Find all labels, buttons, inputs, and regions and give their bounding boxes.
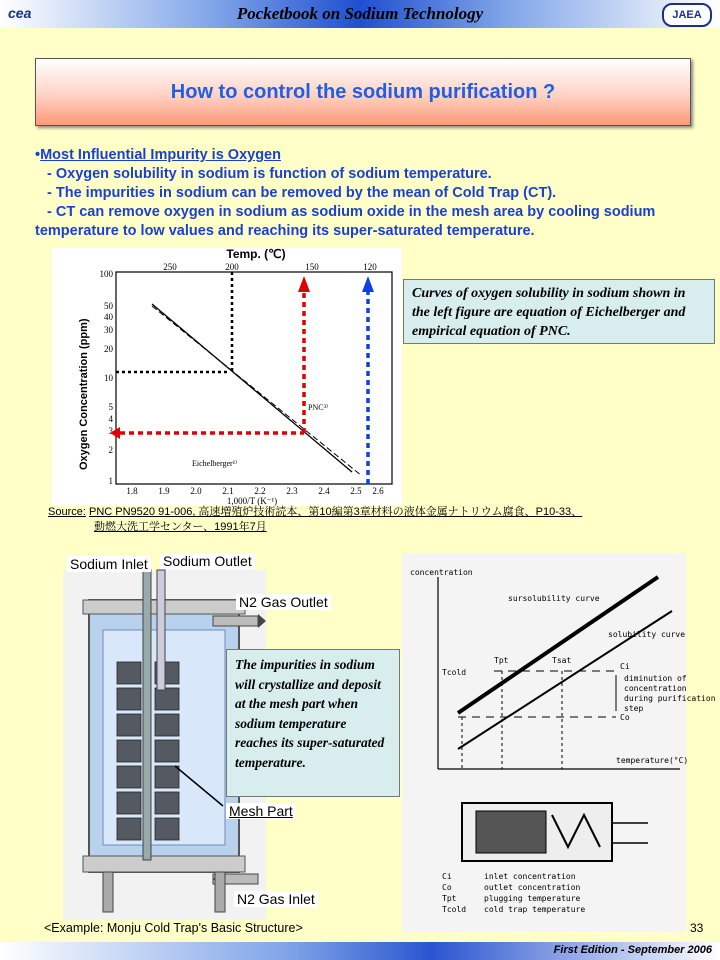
- x-axis-label: 1,000/T (K⁻¹): [226, 496, 278, 506]
- solubility-label: solubility curve: [608, 630, 686, 639]
- diminution-line: diminution of: [624, 674, 687, 683]
- diminution-line: during purification: [624, 694, 716, 703]
- x-tick: 2.3: [286, 486, 298, 496]
- y-tick: 3: [108, 426, 113, 436]
- legend-key: Ci: [442, 872, 452, 881]
- x-tick: 1.8: [126, 486, 138, 496]
- x-tick: 2.6: [372, 486, 384, 496]
- co-label: Co: [620, 713, 630, 722]
- vessel-bottom-flange: [83, 856, 245, 872]
- top-tick: 200: [225, 262, 239, 272]
- solubility-plot: [52, 248, 402, 506]
- x-tick: 2.2: [254, 486, 266, 496]
- x-tick: 2.1: [222, 486, 234, 496]
- source-label: Source:: [48, 506, 86, 518]
- slide-title-box: [35, 58, 691, 126]
- tpt-label: Tpt: [494, 656, 509, 665]
- intro-line-3: - CT can remove oxygen in sodium as sodium oxide in the mesh area by cooling sodium temperature to low values and reaching its super-saturated temperature.: [35, 204, 656, 239]
- slide-title: How to control the sodium purification ?: [170, 81, 556, 103]
- x-tick: 2.0: [190, 486, 202, 496]
- tcold-label: Tcold: [442, 668, 467, 677]
- inlet-pipe: [143, 570, 151, 860]
- y-tick: 5: [108, 402, 113, 412]
- y-tick: 20: [104, 344, 113, 354]
- sodium-outlet-label: Sodium Outlet: [160, 553, 255, 569]
- n2-gas-outlet-label: N2 Gas Outlet: [236, 594, 331, 610]
- crystallize-callout: The impurities in sodium will crystallize and deposit at the mesh part when sodium temperature reaches its super-saturated temperature.: [226, 649, 400, 797]
- plot-frame: [116, 272, 392, 484]
- n2-outlet-pipe: [213, 616, 258, 626]
- ci-label: Ci: [620, 662, 630, 671]
- legend-desc: outlet concentration: [484, 883, 581, 892]
- intro-heading: Most Influential Impurity is Oxygen: [40, 147, 281, 163]
- x-tick: 2.5: [350, 486, 362, 496]
- top-tick: 120: [363, 262, 377, 272]
- y-tick: 4: [108, 414, 113, 424]
- legend-key: Co: [442, 883, 452, 892]
- y-axis-label: Oxygen Concentration (ppm): [78, 318, 90, 470]
- oxygen-solubility-figure: [52, 248, 402, 506]
- top-tick: 250: [163, 262, 177, 272]
- legend-desc: cold trap temperature: [484, 905, 586, 914]
- outlet-pipe: [157, 570, 165, 690]
- n2-gas-inlet-label: N2 Gas Inlet: [234, 891, 318, 907]
- y-tick: 40: [104, 312, 113, 322]
- y-label: concentration: [410, 568, 473, 577]
- pnc-label: PNC³⁾: [308, 403, 328, 412]
- source-line-2: 動燃大洗工学センター、1991年7月: [94, 521, 267, 533]
- document-title: Pocketbook on Sodium Technology: [236, 4, 484, 23]
- y-tick: 10: [104, 373, 113, 383]
- footer-bar: [0, 942, 720, 960]
- legend-desc: inlet concentration: [484, 872, 576, 881]
- source-note: [48, 505, 582, 535]
- eichelberger-label: Eichelberger¹⁾: [192, 459, 238, 468]
- y-tick: 30: [104, 325, 113, 335]
- diminution-line: step: [624, 704, 644, 713]
- cea-logo: cea: [8, 5, 32, 21]
- x-tick: 1.9: [158, 486, 170, 496]
- legend-key: Tcold: [442, 905, 467, 914]
- x-tick: 2.4: [318, 486, 330, 496]
- legend-desc: plugging temperature: [484, 894, 581, 903]
- top-tick: 150: [305, 262, 319, 272]
- y-tick: 1: [108, 476, 113, 486]
- source-line-1: PNC PN9520 91-006, 高速増殖炉技術読本、第10編第3章材料の液体金属ナトリウム腐食、P10-33、: [88, 506, 583, 518]
- diminution-line: concentration: [624, 684, 687, 693]
- sursolubility-label: sursolubility curve: [508, 594, 600, 603]
- x-label: temperature(°C): [616, 756, 689, 765]
- intro-line-1: - Oxygen solubility in sodium is function of sodium temperature.: [47, 166, 492, 182]
- header-bar: [0, 0, 720, 28]
- intro-line-2: - The impurities in sodium can be removed by the mean of Cold Trap (CT).: [47, 185, 557, 201]
- temp-label: Temp. (℃): [226, 247, 286, 261]
- edition-note: First Edition - September 2006: [553, 944, 712, 956]
- legend-key: Tpt: [442, 894, 457, 903]
- intro-text: •Most Influential Impurity is Oxygen - Oxygen solubility in sodium is function of sodium temperature. - The impurities in sodium can be removed by the mean of Cold Trap (CT). - CT can remove oxygen in sodium as sodium oxide in the mesh area by cooling sodium temperature to low values and reaching its super-saturated temperature.: [35, 146, 695, 241]
- sodium-inlet-label: Sodium Inlet: [67, 556, 151, 572]
- tsat-label: Tsat: [552, 656, 572, 665]
- page-number: 33: [690, 921, 704, 935]
- trap-mesh: [476, 811, 546, 853]
- mesh-part-label: Mesh Part: [226, 803, 296, 819]
- solubility-callout: Curves of oxygen solubility in sodium shown in the left figure are equation of Eichelberger and empirical equation of PNC.: [403, 279, 715, 344]
- y-tick: 50: [104, 301, 113, 311]
- figure-caption: <Example: Monju Cold Trap's Basic Structure>: [44, 921, 303, 935]
- y-tick: 2: [108, 445, 113, 455]
- jaea-logo: JAEA: [662, 3, 712, 27]
- y-tick: 100: [99, 269, 113, 279]
